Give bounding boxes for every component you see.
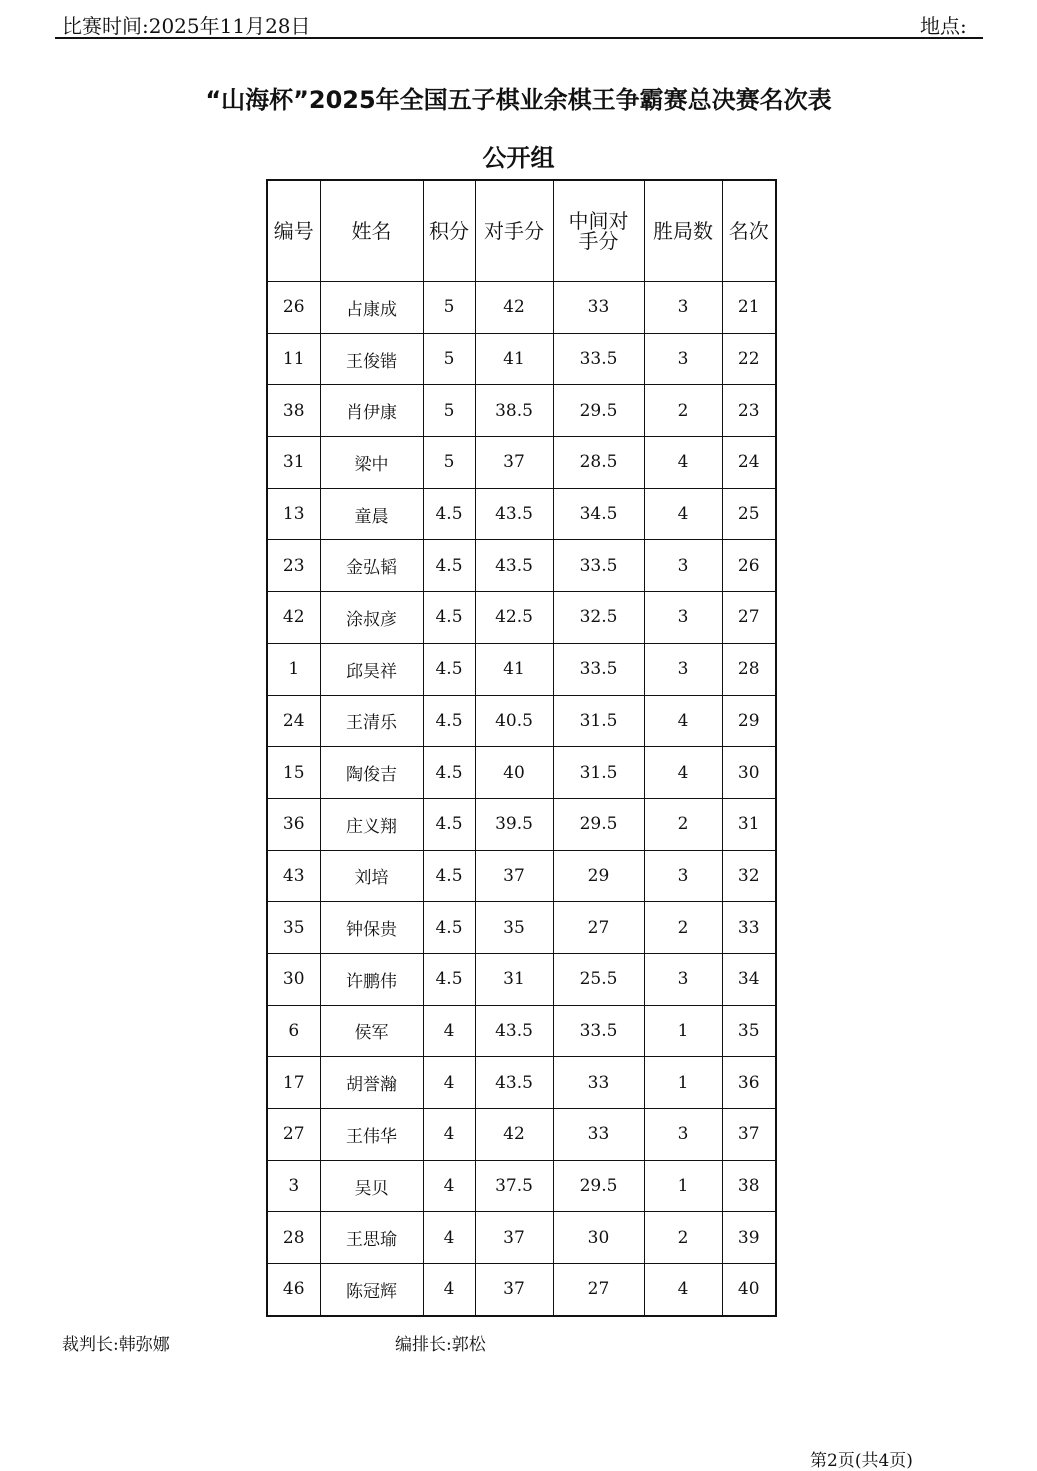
cell-score: 4 (423, 1005, 475, 1057)
cell-wins: 3 (644, 282, 722, 334)
cell-opponent-score: 42 (475, 282, 553, 334)
cell-rank: 26 (722, 540, 776, 592)
cell-median-opponent-score: 33 (553, 1109, 644, 1161)
cell-name: 金弘韬 (320, 540, 423, 592)
ranking-table (266, 179, 777, 1317)
col-header-number: 编号 (267, 180, 320, 282)
cell-opponent-score: 31 (475, 953, 553, 1005)
cell-wins: 2 (644, 798, 722, 850)
cell-score: 4 (423, 1160, 475, 1212)
cell-median-opponent-score: 33.5 (553, 540, 644, 592)
col-header-median-opponent-score: 中间对手分 (553, 180, 644, 282)
table-row (267, 953, 776, 1005)
cell-name: 王清乐 (320, 695, 423, 747)
cell-score: 4 (423, 1212, 475, 1264)
page-title: “山海杯”2025年全国五子棋业余棋王争霸赛总决赛名次表 (205, 86, 832, 114)
cell-name: 涂叔彦 (320, 592, 423, 644)
cell-median-opponent-score: 31.5 (553, 695, 644, 747)
cell-score: 4 (423, 1264, 475, 1316)
cell-rank: 21 (722, 282, 776, 334)
cell-number: 24 (267, 695, 320, 747)
cell-number: 30 (267, 953, 320, 1005)
cell-score: 4.5 (423, 540, 475, 592)
cell-rank: 37 (722, 1109, 776, 1161)
cell-opponent-score: 37.5 (475, 1160, 553, 1212)
cell-wins: 2 (644, 902, 722, 954)
cell-opponent-score: 37 (475, 1264, 553, 1316)
cell-score: 4.5 (423, 695, 475, 747)
cell-number: 43 (267, 850, 320, 902)
cell-median-opponent-score: 27 (553, 1264, 644, 1316)
cell-opponent-score: 43.5 (475, 1057, 553, 1109)
cell-wins: 4 (644, 747, 722, 799)
cell-score: 4.5 (423, 643, 475, 695)
cell-rank: 24 (722, 437, 776, 489)
cell-wins: 4 (644, 1264, 722, 1316)
cell-median-opponent-score: 29 (553, 850, 644, 902)
cell-median-opponent-score: 29.5 (553, 798, 644, 850)
table-body (267, 282, 776, 1316)
cell-number: 35 (267, 902, 320, 954)
cell-opponent-score: 42 (475, 1109, 553, 1161)
cell-number: 28 (267, 1212, 320, 1264)
cell-median-opponent-score: 32.5 (553, 592, 644, 644)
table-row (267, 282, 776, 334)
cell-number: 46 (267, 1264, 320, 1316)
cell-number: 11 (267, 333, 320, 385)
cell-wins: 1 (644, 1057, 722, 1109)
cell-number: 23 (267, 540, 320, 592)
cell-median-opponent-score: 34.5 (553, 488, 644, 540)
cell-median-opponent-score: 31.5 (553, 747, 644, 799)
cell-opponent-score: 40 (475, 747, 553, 799)
cell-rank: 23 (722, 385, 776, 437)
table-row (267, 1057, 776, 1109)
match-date: 比赛时间:2025年11月28日 (62, 14, 311, 38)
cell-opponent-score: 39.5 (475, 798, 553, 850)
cell-name: 王俊锴 (320, 333, 423, 385)
cell-median-opponent-score: 33.5 (553, 333, 644, 385)
cell-wins: 1 (644, 1160, 722, 1212)
cell-wins: 4 (644, 437, 722, 489)
table-row (267, 1109, 776, 1161)
table-row (267, 437, 776, 489)
header-divider (55, 37, 983, 39)
cell-median-opponent-score: 27 (553, 902, 644, 954)
cell-opponent-score: 41 (475, 643, 553, 695)
cell-opponent-score: 37 (475, 437, 553, 489)
cell-wins: 3 (644, 850, 722, 902)
table-row (267, 333, 776, 385)
cell-rank: 31 (722, 798, 776, 850)
cell-score: 4.5 (423, 902, 475, 954)
cell-score: 5 (423, 437, 475, 489)
cell-rank: 38 (722, 1160, 776, 1212)
page-number: 第2页(共4页) (810, 1451, 913, 1471)
cell-number: 1 (267, 643, 320, 695)
cell-wins: 2 (644, 1212, 722, 1264)
cell-opponent-score: 43.5 (475, 488, 553, 540)
cell-name: 胡誉瀚 (320, 1057, 423, 1109)
cell-number: 3 (267, 1160, 320, 1212)
cell-name: 占康成 (320, 282, 423, 334)
cell-name: 梁中 (320, 437, 423, 489)
table-header-row (267, 180, 776, 282)
table-row (267, 1005, 776, 1057)
cell-name: 庄义翔 (320, 798, 423, 850)
col-header-score: 积分 (423, 180, 475, 282)
cell-name: 钟保贵 (320, 902, 423, 954)
cell-rank: 29 (722, 695, 776, 747)
chief-referee: 裁判长:韩弥娜 (62, 1335, 170, 1355)
cell-name: 侯军 (320, 1005, 423, 1057)
table-row (267, 798, 776, 850)
cell-wins: 4 (644, 695, 722, 747)
cell-name: 陶俊吉 (320, 747, 423, 799)
cell-opponent-score: 38.5 (475, 385, 553, 437)
cell-wins: 3 (644, 333, 722, 385)
cell-median-opponent-score: 30 (553, 1212, 644, 1264)
cell-name: 吴贝 (320, 1160, 423, 1212)
cell-score: 4 (423, 1057, 475, 1109)
table-row (267, 643, 776, 695)
cell-name: 刘培 (320, 850, 423, 902)
cell-score: 5 (423, 385, 475, 437)
cell-score: 4.5 (423, 798, 475, 850)
cell-name: 肖伊康 (320, 385, 423, 437)
cell-score: 4.5 (423, 488, 475, 540)
cell-opponent-score: 43.5 (475, 1005, 553, 1057)
cell-score: 5 (423, 282, 475, 334)
cell-wins: 2 (644, 385, 722, 437)
group-subtitle: 公开组 (482, 144, 555, 172)
cell-name: 陈冠辉 (320, 1264, 423, 1316)
cell-opponent-score: 40.5 (475, 695, 553, 747)
table-row (267, 488, 776, 540)
cell-median-opponent-score: 33 (553, 1057, 644, 1109)
cell-number: 27 (267, 1109, 320, 1161)
cell-number: 17 (267, 1057, 320, 1109)
cell-median-opponent-score: 29.5 (553, 1160, 644, 1212)
cell-rank: 30 (722, 747, 776, 799)
cell-opponent-score: 43.5 (475, 540, 553, 592)
chief-scheduler: 编排长:郭松 (395, 1335, 486, 1355)
cell-median-opponent-score: 29.5 (553, 385, 644, 437)
cell-number: 6 (267, 1005, 320, 1057)
cell-name: 王伟华 (320, 1109, 423, 1161)
cell-wins: 3 (644, 1109, 722, 1161)
cell-wins: 4 (644, 488, 722, 540)
table-row (267, 695, 776, 747)
cell-wins: 3 (644, 540, 722, 592)
table-row (267, 1160, 776, 1212)
cell-number: 31 (267, 437, 320, 489)
cell-score: 4.5 (423, 850, 475, 902)
table-row (267, 385, 776, 437)
cell-name: 许鹏伟 (320, 953, 423, 1005)
cell-rank: 35 (722, 1005, 776, 1057)
cell-score: 4.5 (423, 953, 475, 1005)
venue-label: 地点: (920, 14, 967, 38)
table-row (267, 902, 776, 954)
cell-opponent-score: 42.5 (475, 592, 553, 644)
cell-wins: 1 (644, 1005, 722, 1057)
cell-score: 4 (423, 1109, 475, 1161)
col-header-rank: 名次 (722, 180, 776, 282)
cell-number: 15 (267, 747, 320, 799)
cell-median-opponent-score: 25.5 (553, 953, 644, 1005)
cell-name: 王思瑜 (320, 1212, 423, 1264)
cell-rank: 25 (722, 488, 776, 540)
cell-median-opponent-score: 28.5 (553, 437, 644, 489)
cell-wins: 3 (644, 592, 722, 644)
cell-number: 13 (267, 488, 320, 540)
cell-opponent-score: 37 (475, 850, 553, 902)
cell-rank: 22 (722, 333, 776, 385)
cell-wins: 3 (644, 643, 722, 695)
cell-score: 4.5 (423, 747, 475, 799)
cell-number: 38 (267, 385, 320, 437)
cell-score: 4.5 (423, 592, 475, 644)
cell-rank: 33 (722, 902, 776, 954)
cell-median-opponent-score: 33 (553, 282, 644, 334)
table-row (267, 850, 776, 902)
cell-rank: 39 (722, 1212, 776, 1264)
cell-median-opponent-score: 33.5 (553, 1005, 644, 1057)
cell-rank: 32 (722, 850, 776, 902)
cell-name: 童晨 (320, 488, 423, 540)
table-row (267, 592, 776, 644)
table-row (267, 1264, 776, 1316)
cell-rank: 36 (722, 1057, 776, 1109)
cell-opponent-score: 41 (475, 333, 553, 385)
cell-number: 42 (267, 592, 320, 644)
cell-rank: 40 (722, 1264, 776, 1316)
table-row (267, 540, 776, 592)
cell-number: 26 (267, 282, 320, 334)
cell-opponent-score: 37 (475, 1212, 553, 1264)
cell-score: 5 (423, 333, 475, 385)
col-header-name: 姓名 (320, 180, 423, 282)
table-row (267, 1212, 776, 1264)
cell-rank: 27 (722, 592, 776, 644)
cell-number: 36 (267, 798, 320, 850)
cell-wins: 3 (644, 953, 722, 1005)
cell-median-opponent-score: 33.5 (553, 643, 644, 695)
table-row (267, 747, 776, 799)
cell-rank: 28 (722, 643, 776, 695)
col-header-opponent-score: 对手分 (475, 180, 553, 282)
cell-rank: 34 (722, 953, 776, 1005)
cell-opponent-score: 35 (475, 902, 553, 954)
col-header-wins: 胜局数 (644, 180, 722, 282)
cell-name: 邱昊祥 (320, 643, 423, 695)
